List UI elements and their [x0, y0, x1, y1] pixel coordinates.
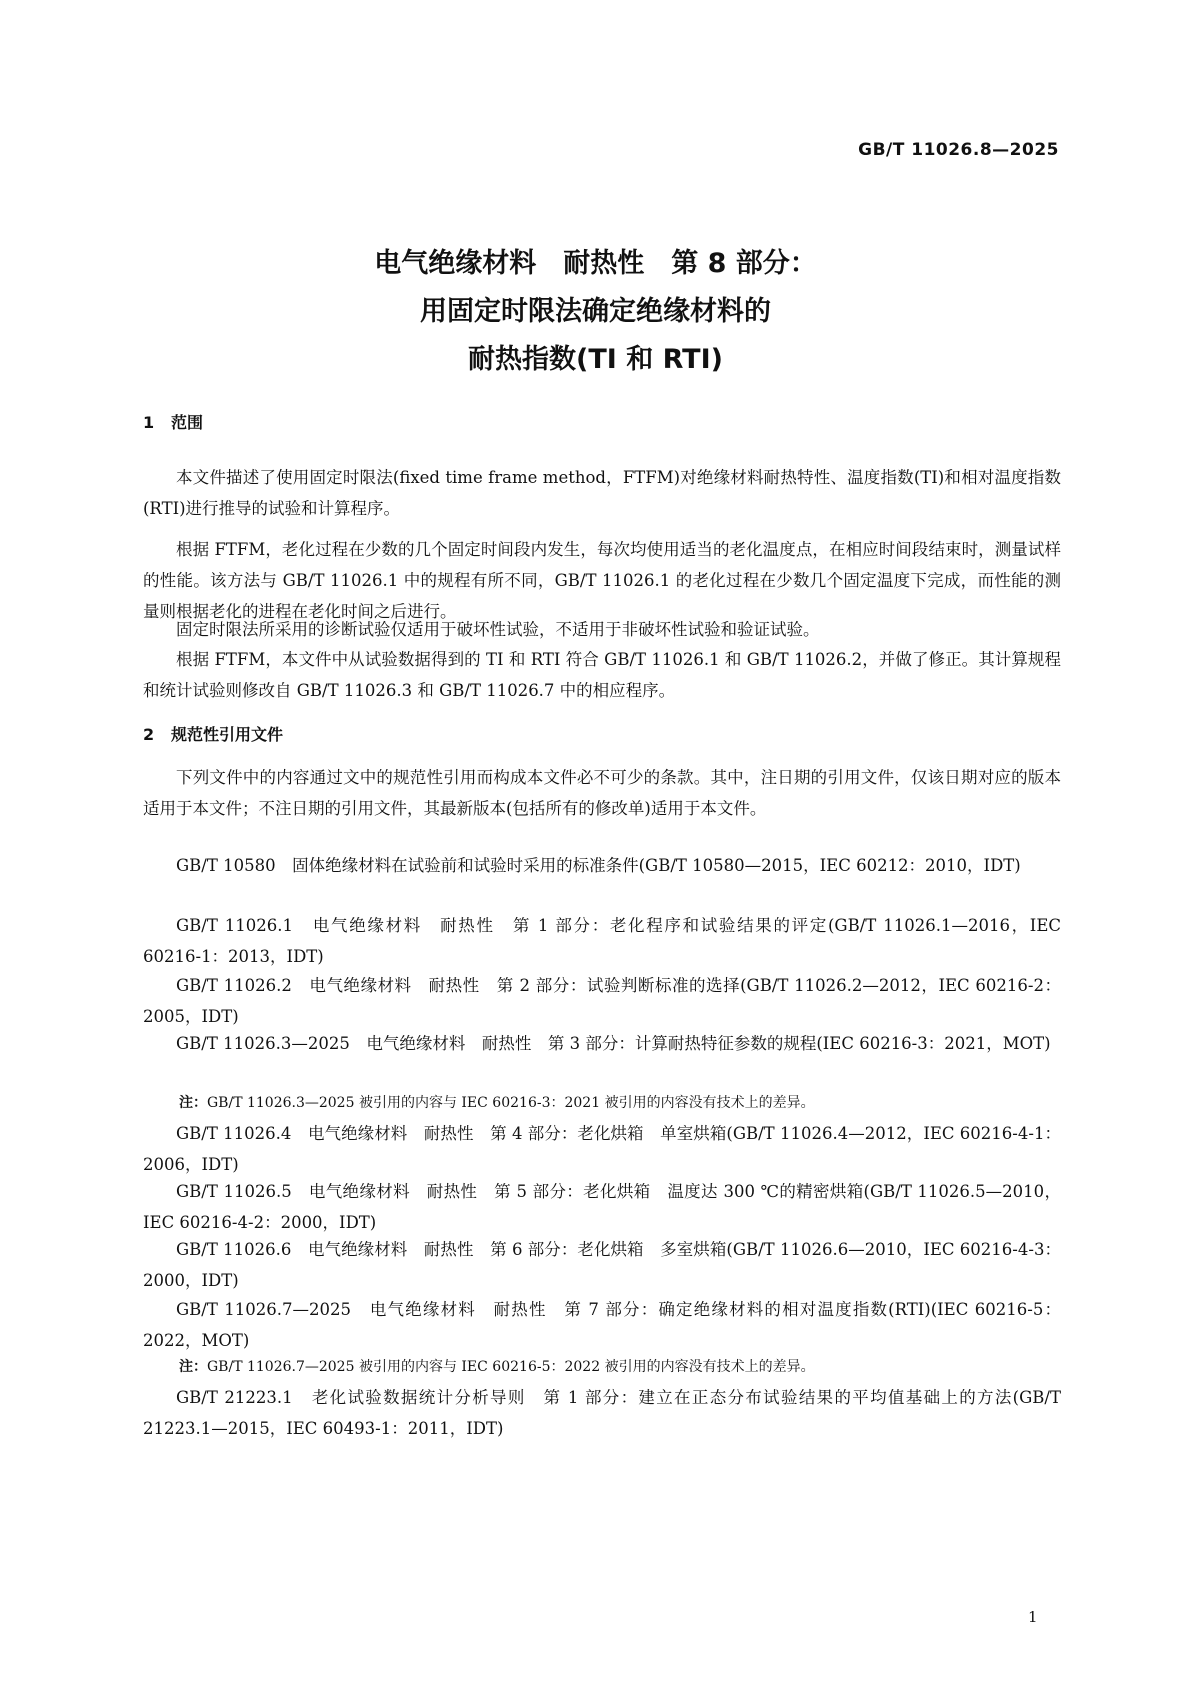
section-2-heading [143, 722, 283, 745]
reference-item: GB/T 11026.7—2025 电气绝缘材料 耐热性 第 7 部分：确定绝缘材料的相对温度指数(RTI)(IEC 60216-5：2022，MOT) [143, 1300, 1061, 1350]
note-label: 注： [179, 1359, 207, 1375]
reference-item: GB/T 11026.6 电气绝缘材料 耐热性 第 6 部分：老化烘箱 多室烘箱(GB/T 11026.6—2010，IEC 60216-4-3：2000，IDT) [143, 1240, 1061, 1290]
reference-item: GB/T 11026.1 电气绝缘材料 耐热性 第 1 部分：老化程序和试验结果的评定(GB/T 11026.1—2016，IEC 60216-1：2013，IDT) [143, 916, 1061, 966]
note-text: GB/T 11026.7—2025 被引用的内容与 IEC 60216-5：2022 被引用的内容没有技术上的差异。 [207, 1359, 815, 1375]
scope-paragraph-2: 根据 FTFM，老化过程在少数的几个固定时间段内发生，每次均使用适当的老化温度点，在相应时间段结束时，测量试样的性能。该方法与 GB/T 11026.1 中的规程有所不同，GB/T 11026.1 的老化过程在少数几个固定温度下完成，而性能的测量则根据老化的进程在老化时间之后进行。 [143, 540, 1061, 621]
section-number: 2 [143, 725, 155, 744]
standard-number: GB/T 11026.8—2025 [858, 140, 1059, 160]
title-line-2: 用固定时限法确定绝缘材料的 [420, 296, 771, 327]
reference-note [179, 1092, 1059, 1114]
section-number: 1 [143, 413, 155, 432]
scope-paragraph-4: 根据 FTFM，本文件中从试验数据得到的 TI 和 RTI 符合 GB/T 11026.1 和 GB/T 11026.2，并做了修正。其计算规程和统计试验则修改自 GB/T 11026.3 和 GB/T 11026.7 中的相应程序。 [143, 650, 1061, 700]
scope-paragraph-3: 固定时限法所采用的诊断试验仅适用于破坏性试验，不适用于非破坏性试验和验证试验。 [176, 620, 820, 639]
reference-item: GB/T 21223.1 老化试验数据统计分析导则 第 1 部分：建立在正态分布试验结果的平均值基础上的方法(GB/T 21223.1—2015，IEC 60493-1：2011，IDT) [143, 1388, 1061, 1438]
title-line-3: 耐热指数(TI 和 RTI) [468, 344, 723, 375]
title-line-1: 电气绝缘材料 耐热性 第 8 部分： [374, 248, 817, 279]
reference-note [179, 1356, 1059, 1378]
page-number: 1 [1028, 1608, 1038, 1626]
document-title [0, 240, 1191, 384]
scope-paragraph-1: 本文件描述了使用固定时限法(fixed time frame method，FTFM)对绝缘材料耐热特性、温度指数(TI)和相对温度指数(RTI)进行推导的试验和计算程序。 [143, 468, 1061, 518]
reference-item: GB/T 11026.5 电气绝缘材料 耐热性 第 5 部分：老化烘箱 温度达 300 ℃的精密烘箱(GB/T 11026.5—2010，IEC 60216-4-2：2000，IDT) [143, 1182, 1061, 1232]
reference-item: GB/T 11026.3—2025 电气绝缘材料 耐热性 第 3 部分：计算耐热特征参数的规程(IEC 60216-3：2021，MOT) [176, 1034, 1051, 1053]
section-title: 规范性引用文件 [171, 725, 284, 744]
reference-item: GB/T 10580 固体绝缘材料在试验前和试验时采用的标准条件(GB/T 10580—2015，IEC 60212：2010，IDT) [176, 856, 1021, 875]
note-label: 注： [179, 1095, 207, 1111]
section-1-heading [143, 410, 203, 433]
note-text: GB/T 11026.3—2025 被引用的内容与 IEC 60216-3：2021 被引用的内容没有技术上的差异。 [207, 1095, 815, 1111]
reference-item: GB/T 11026.4 电气绝缘材料 耐热性 第 4 部分：老化烘箱 单室烘箱(GB/T 11026.4—2012，IEC 60216-4-1：2006，IDT) [143, 1124, 1061, 1174]
reference-item: GB/T 11026.2 电气绝缘材料 耐热性 第 2 部分：试验判断标准的选择(GB/T 11026.2—2012，IEC 60216-2：2005，IDT) [143, 976, 1061, 1026]
section-title: 范围 [171, 413, 204, 432]
references-intro: 下列文件中的内容通过文中的规范性引用而构成本文件必不可少的条款。其中，注日期的引用文件，仅该日期对应的版本适用于本文件；不注日期的引用文件，其最新版本(包括所有的修改单)适用于本文件。 [143, 768, 1061, 818]
